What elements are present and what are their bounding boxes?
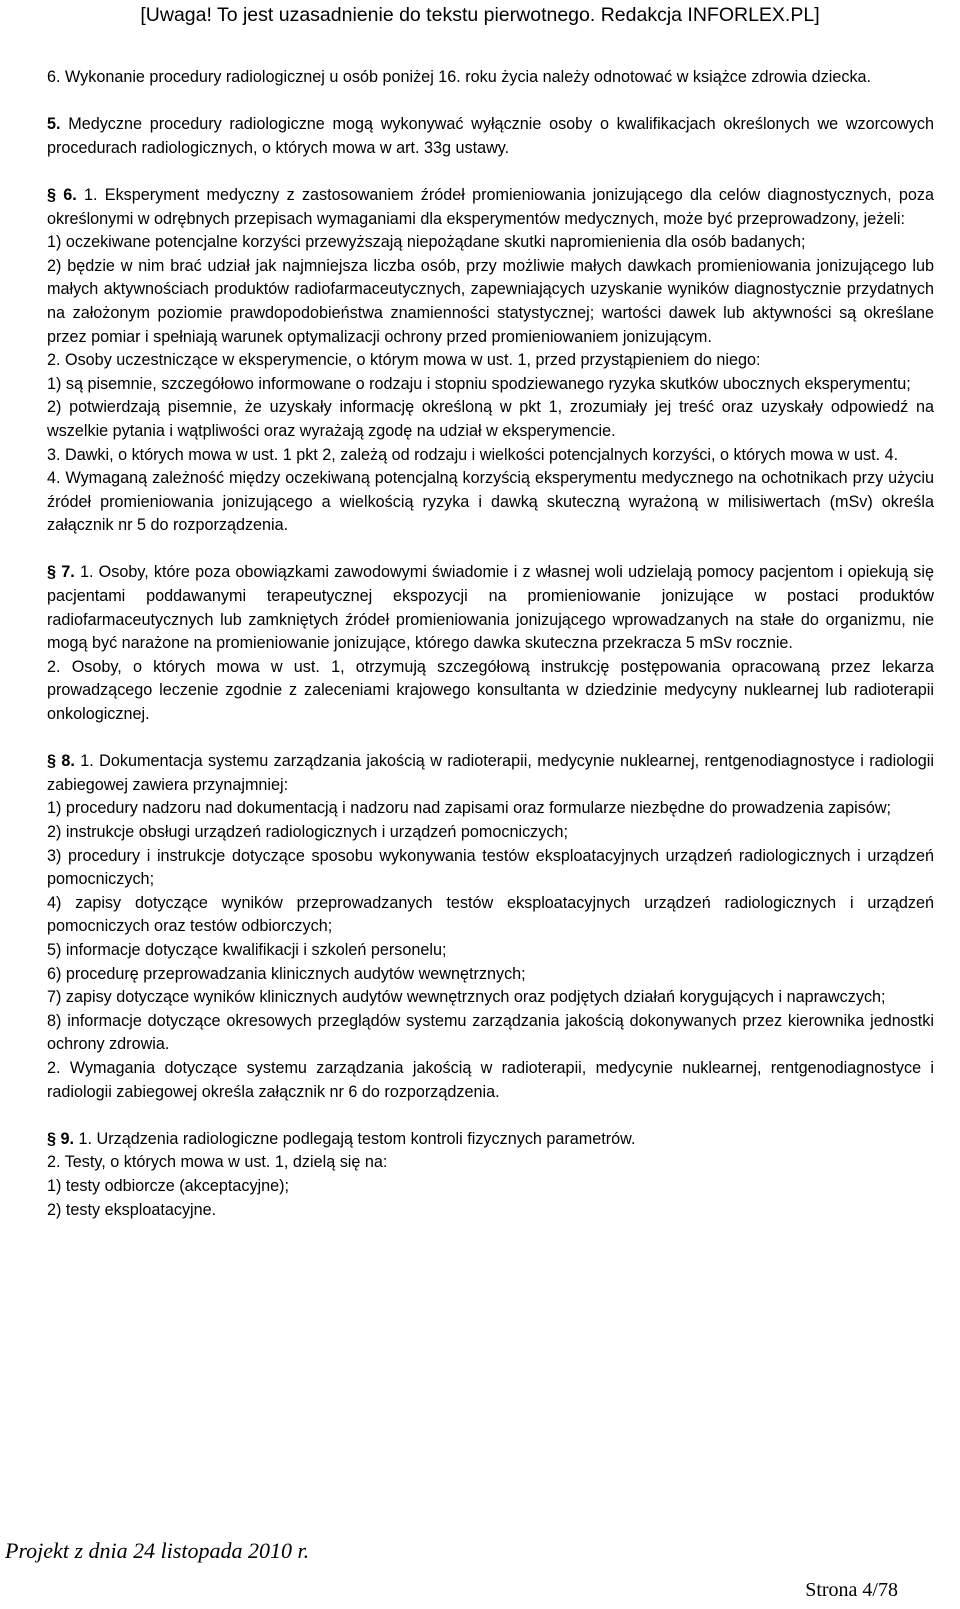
list-item: 3) procedury i instrukcje dotyczące sposobu wykonywania testów eksploatacyjnych urządzeń radiologicznych i urządzeń pomocniczych; [47,846,934,889]
section-7-ust-2: 2. Osoby, o których mowa w ust. 1, otrzymują szczegółową instrukcję postępowania opracowaną przez lekarza prowadzącego leczenie zgodnie z zaleceniami krajowego konsultanta w dziedzinie medycyny nuklearnej lub radioterapii onkologicznej. [47,657,934,724]
section-9-ust-2: 2. Testy, o których mowa w ust. 1, dzielą się na: [47,1153,388,1172]
list-item: 8) informacje dotyczące okresowych przeglądów systemu zarządzania jakością dokonywanych przez kierownika jednostki ochrony zdrowia. [47,1011,934,1054]
section-text: 1. Dokumentacja systemu zarządzania jakością w radioterapii, medycynie nuklearnej, rentgenodiagnostyce i radiologii zabiegowej zawiera przynajmniej: [47,752,934,794]
section-6-ust-4: 4. Wymaganą zależność między oczekiwaną potencjalną korzyścią eksperymentu medycznego na ochotnikach przy użyciu źródeł promieniowania jonizującego a wielkością ryzyka i dawką skuteczną wyrażoną w milisiwertach (mSv) określa załącznik nr 5 do rozporządzenia. [47,469,934,535]
section-text: 1. Urządzenia radiologiczne podlegają testom kontroli fizycznych parametrów. [74,1129,636,1148]
section-6-ust-2: 2. Osoby uczestniczące w eksperymencie, o którym mowa w ust. 1, przed przystąpieniem do niego: [47,351,761,370]
section-text: 1. Eksperyment medyczny z zastosowaniem źródeł promieniowania jonizującego dla celów diagnostycznych, poza określonymi w odrębnych przepisach wymaganiami dla eksperymentów medycznych, może być przeprowadzony, jeżeli: [47,185,934,228]
list-item: 1) oczekiwane potencjalne korzyści przewyższają niepożądane skutki napromienienia dla osób badanych; [47,233,806,252]
section-9-ust-1 [34,1128,934,1152]
section-6-ust-3: 3. Dawki, o których mowa w ust. 1 pkt 2, zależą od rodzaju i wielkości potencjalnych korzyści, o których mowa w ust. 4. [47,445,899,464]
list-item: 6) procedurę przeprowadzania klinicznych audytów wewnętrznych; [47,964,526,983]
list-item: 1) procedury nadzoru nad dokumentacją i nadzoru nad zapisami oraz formularze niezbędne do prowadzenia zapisów; [47,799,892,818]
section-7-ust-1 [34,561,934,655]
project-date-footer: Projekt z dnia 24 listopada 2010 r. [5,1538,310,1563]
page-number: Strona 4/78 [805,1579,898,1601]
paragraph-text: Medyczne procedury radiologiczne mogą wykonywać wyłącznie osoby o kwalifikacjach określonych we wzorcowych procedurach radiologicznych, o których mowa w art. 33g ustawy. [47,115,934,157]
section-number: § 8. [47,752,75,771]
paragraph-5 [34,113,934,160]
section-number: § 7. [47,563,75,582]
section-8-ust-1 [34,750,934,797]
list-item: 5) informacje dotyczące kwalifikacji i szkoleń personelu; [47,940,447,959]
list-item: 2) testy eksploatacyjne. [47,1200,217,1219]
document-body [34,66,934,1222]
list-item: 2) instrukcje obsługi urządzeń radiologicznych i urządzeń pomocniczych; [47,823,568,841]
document-banner: [Uwaga! To jest uzasadnienie do tekstu pierwotnego. Redakcja INFORLEX.PL] [140,4,820,26]
list-item: 1) testy odbiorcze (akceptacyjne); [47,1176,290,1195]
paragraph-number: 5. [47,115,61,134]
list-item: 1) są pisemnie, szczegółowo informowane o rodzaju i stopniu spodziewanego ryzyka skutków ubocznych eksperymentu; [47,374,911,393]
section-8-ust-2: 2. Wymagania dotyczące systemu zarządzania jakością w radioterapii, medycynie nuklearnej, rentgenodiagnostyce i radiologii zabiegowej określa załącznik nr 6 do rozporządzenia. [47,1058,934,1101]
section-number: § 6. [47,185,77,204]
paragraph-6-item: 6. Wykonanie procedury radiologicznej u osób poniżej 16. roku życia należy odnotować w książce zdrowia dziecka. [47,68,872,86]
section-text: 1. Osoby, które poza obowiązkami zawodowymi świadomie i z własnej woli udzielają pomocy pacjentom i opiekują się pacjentami poddawanymi terapeutycznej ekspozycji na promieniowanie jonizujące w postaci produktów radiofarmaceutycznych lub zamkniętych źródeł promieniowania jonizującego wprowadzanych na stałe do organizmu, nie mogą być narażone na promieniowanie jonizujące, którego dawka skuteczna przekracza 5 mSv rocznie. [47,563,934,653]
section-number: § 9. [47,1129,75,1148]
list-item: 7) zapisy dotyczące wyników klinicznych audytów wewnętrznych oraz podjętych działań korygujących i naprawczych; [47,988,886,1007]
list-item: 4) zapisy dotyczące wyników przeprowadzanych testów eksploatacyjnych urządzeń radiologicznych i urządzeń pomocniczych oraz testów odbiorczych; [47,893,934,936]
section-6-ust-1 [34,184,934,231]
list-item: 2) potwierdzają pisemnie, że uzyskały informację określoną w pkt 1, zrozumiały jej treść oraz uzyskały odpowiedź na wszelkie pytania i wątpliwości oraz wyrażają zgodę na udział w eksperymencie. [47,398,934,440]
list-item: 2) będzie w nim brać udział jak najmniejsza liczba osób, przy możliwie małych dawkach promieniowania jonizującego lub małych aktywnościach produktów radiofarmaceutycznych, zapewniających uzyskanie wyników diagnostycznie przydatnych na założonym poziomie prawdopodobieństwa znamienności statystycznej; wartości dawek lub aktywności są określane przez pomiar i spełniają warunek optymalizacji ochrony przed promieniowaniem jonizującym. [47,256,934,346]
